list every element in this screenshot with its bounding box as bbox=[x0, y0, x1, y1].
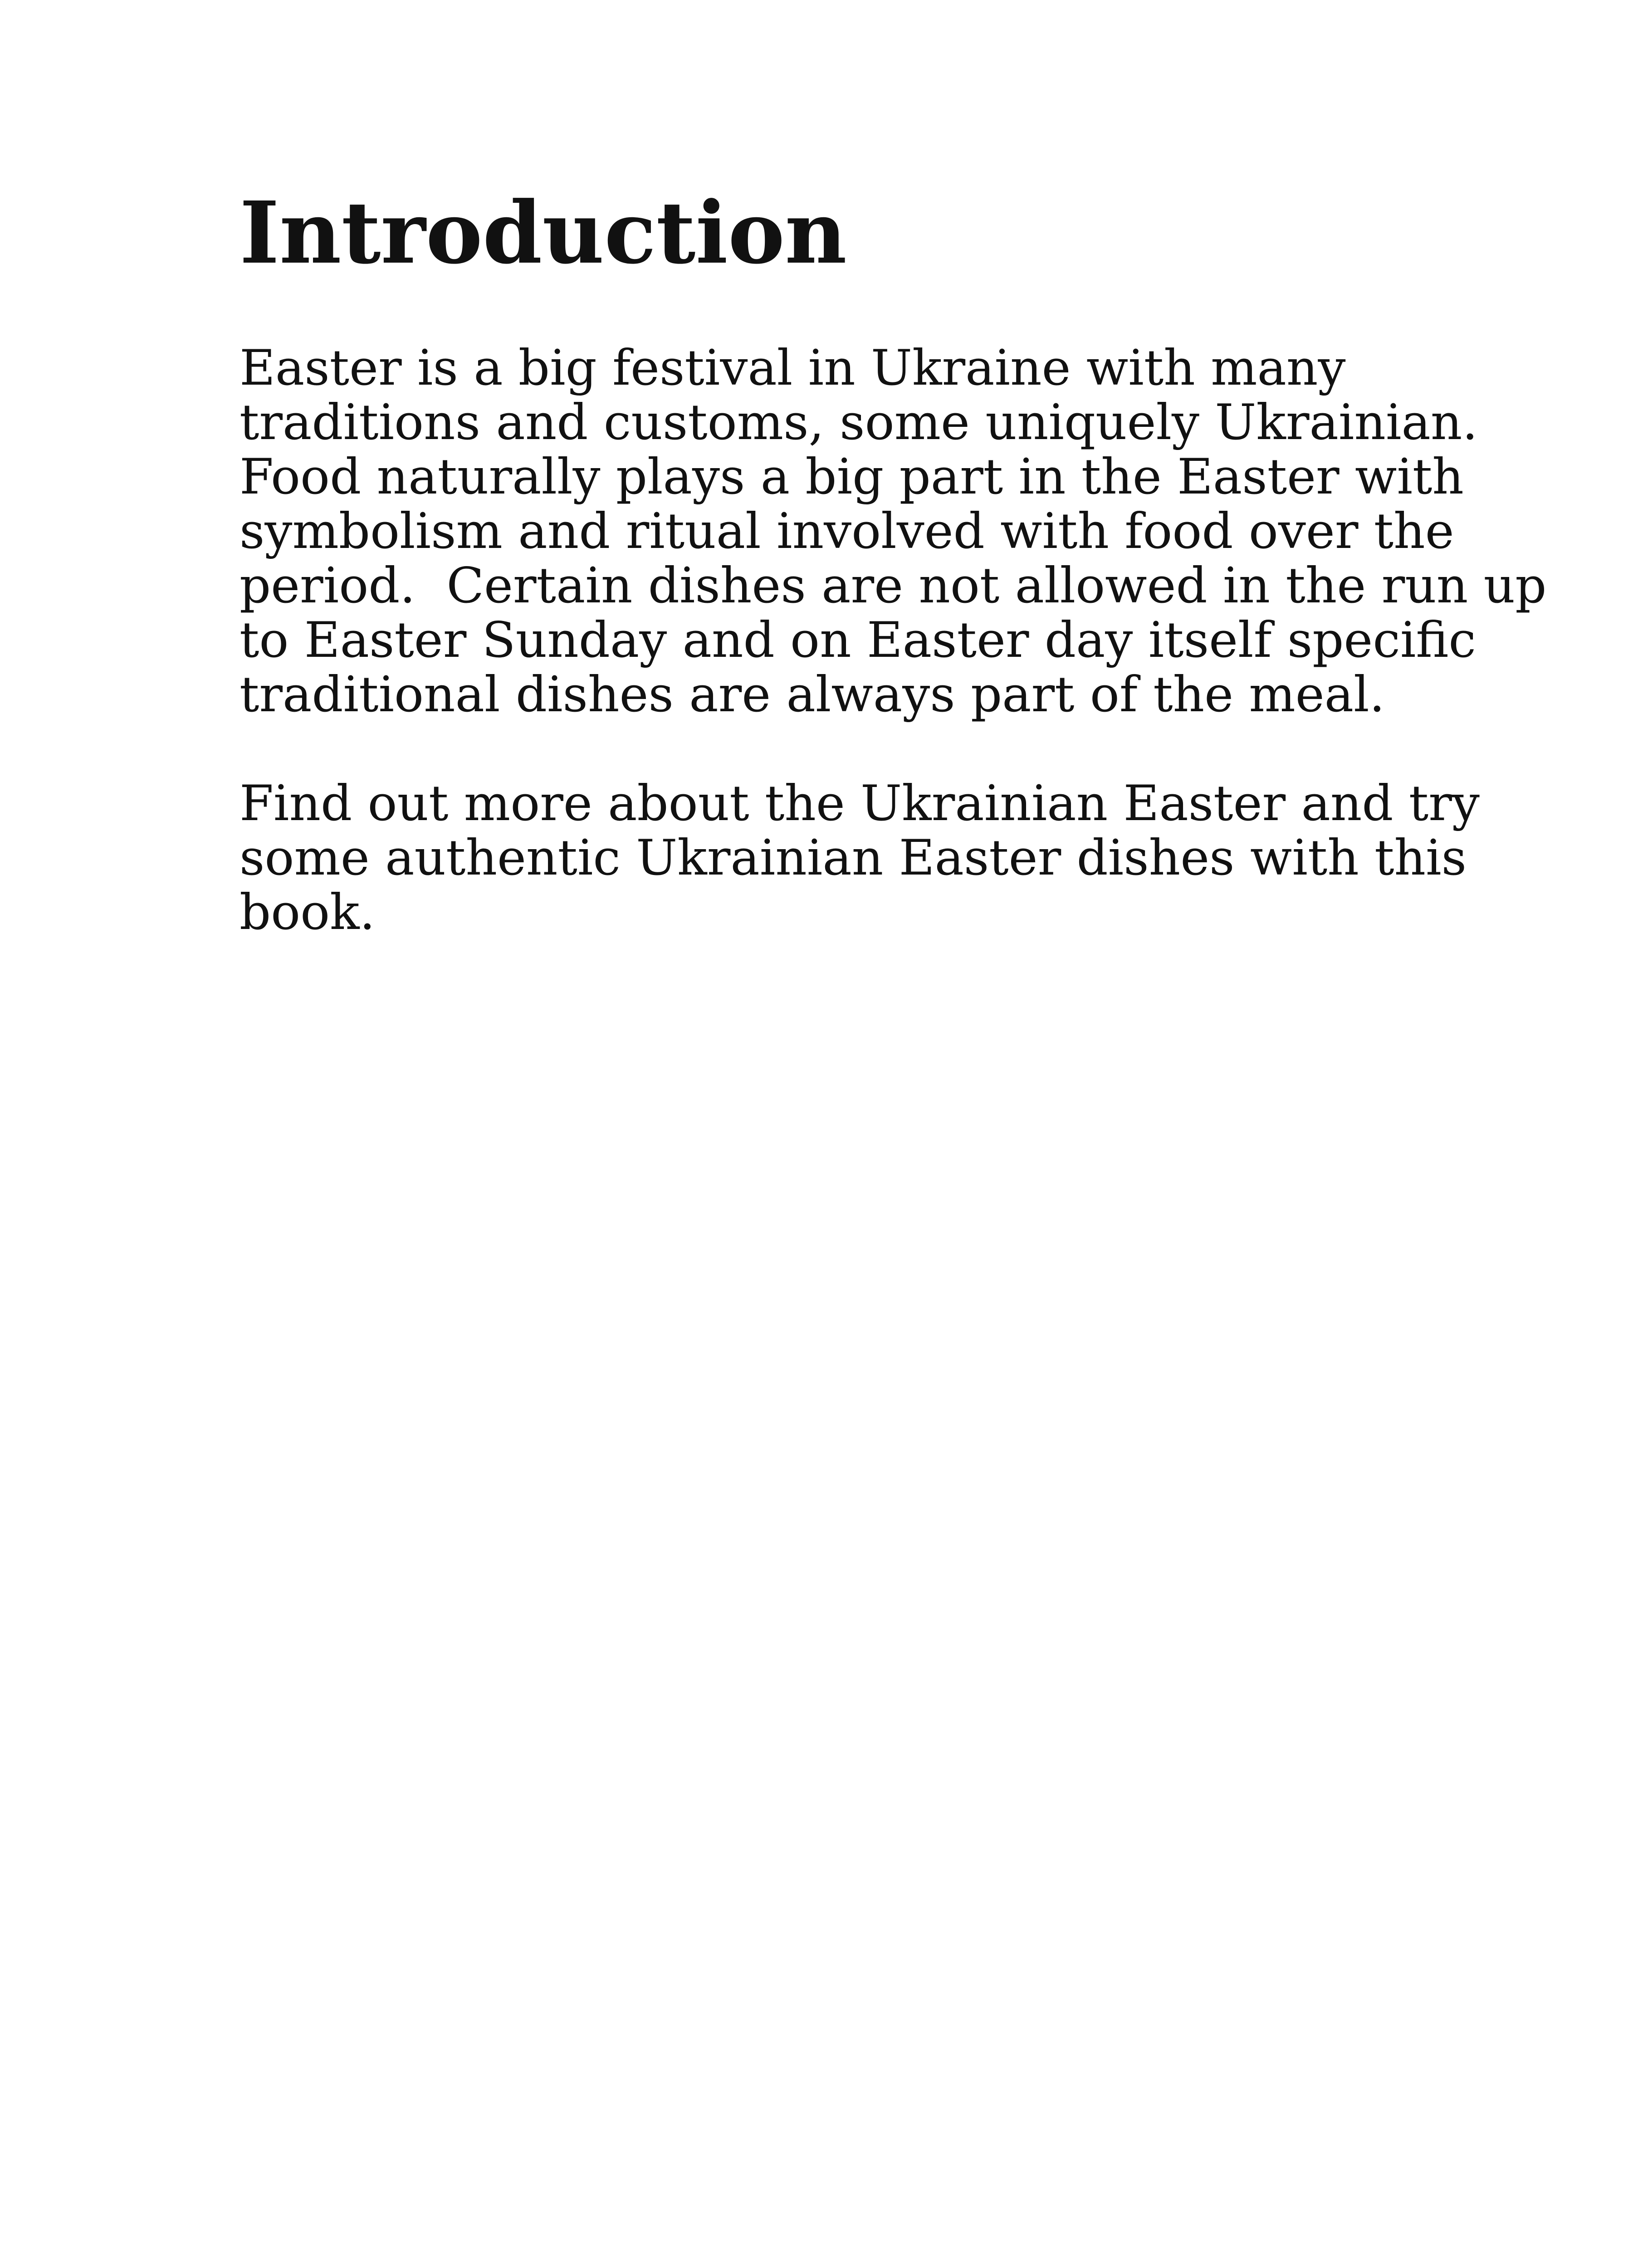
paragraph-line: to Easter Sunday and on Easter day itself specific bbox=[240, 612, 1476, 669]
paragraph-line: period. Certain dishes are not allowed in the run up bbox=[240, 557, 1547, 614]
paragraph-spacer bbox=[240, 722, 1519, 777]
paragraph-line: some authentic Ukrainian Easter dishes with this bbox=[240, 830, 1467, 886]
body-text bbox=[240, 340, 1547, 941]
page-title: Introduction bbox=[240, 183, 847, 283]
paragraph-line: traditional dishes are always part of the meal. bbox=[240, 666, 1385, 723]
paragraph-line: Find out more about the Ukrainian Easter and try bbox=[240, 775, 1480, 832]
paragraph-line: book. bbox=[240, 884, 375, 941]
paragraph-line: symbolism and ritual involved with food over the bbox=[240, 503, 1454, 560]
intro-paragraph-1 bbox=[240, 340, 1547, 723]
intro-paragraph-2 bbox=[240, 777, 1519, 940]
paragraph-line: traditions and customs, some uniquely Ukrainian. bbox=[240, 394, 1478, 451]
paragraph-line: Food naturally plays a big part in the Easter with bbox=[240, 449, 1464, 505]
paragraph-line: Easter is a big festival in Ukraine with many bbox=[240, 340, 1346, 396]
